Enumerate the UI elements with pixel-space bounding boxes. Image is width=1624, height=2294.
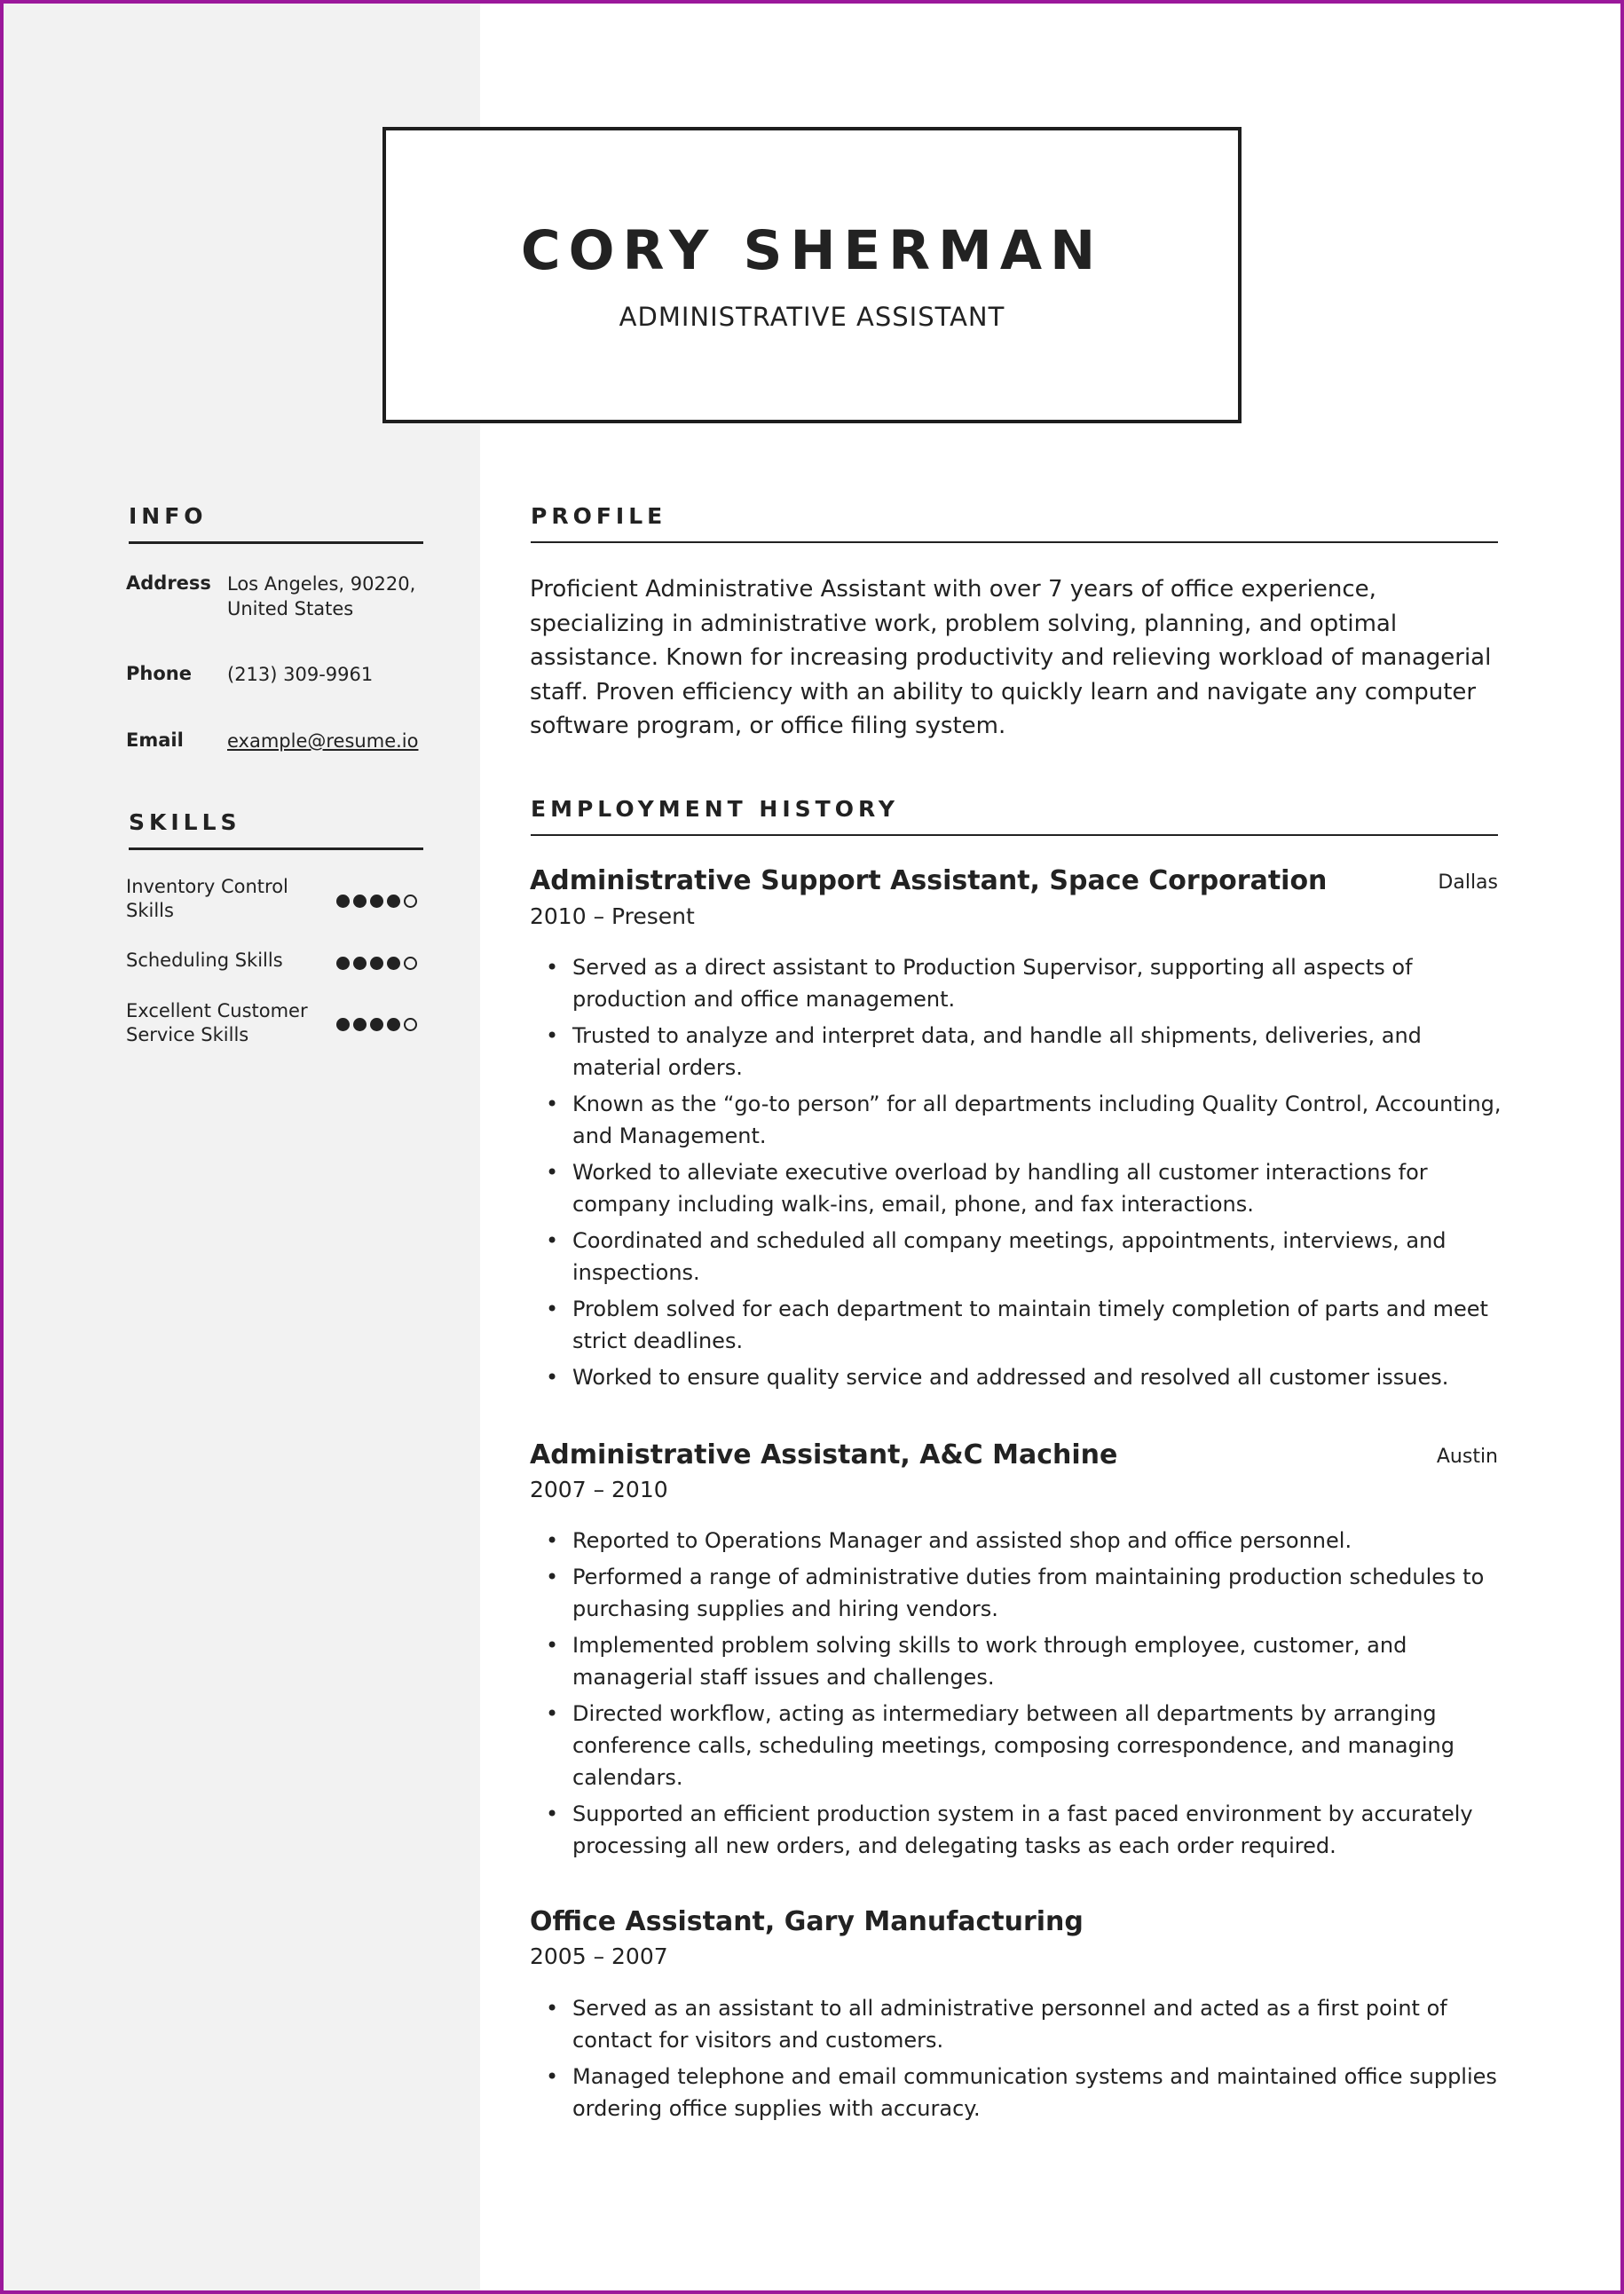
skill-rating: [336, 1018, 417, 1031]
email-link[interactable]: example@resume.io: [227, 730, 419, 752]
job-bullet: • Implemented problem solving skills to work through employee, customer, and managerial staff issues and challenges.: [572, 1629, 1506, 1693]
job-bullet: • Served as an assistant to all administrative personnel and acted as a first point of contact for visitors and customers.: [572, 1992, 1506, 2056]
job-bullet: • Known as the “go-to person” for all departments including Quality Control, Accounting, and Management.: [572, 1088, 1506, 1152]
info-heading: INFO: [129, 503, 423, 544]
rating-dot-filled: [370, 895, 383, 908]
job-bullet: • Coordinated and scheduled all company meetings, appointments, interviews, and inspections.: [572, 1225, 1506, 1289]
skills-heading: SKILLS: [129, 809, 423, 850]
job-bullet: • Problem solved for each department to maintain timely completion of parts and meet strict deadlines.: [572, 1293, 1506, 1357]
email-label: Email: [126, 729, 184, 751]
candidate-title: ADMINISTRATIVE ASSISTANT: [619, 302, 1005, 332]
rating-dot-filled: [370, 1018, 383, 1031]
job-bullets: [530, 951, 1506, 1398]
job-dates: 2007 – 2010: [530, 1477, 668, 1502]
address-value: Los Angeles, 90220, United States: [227, 573, 416, 619]
job-location: Dallas: [1438, 871, 1498, 894]
job-title: Administrative Support Assistant, Space Corporation: [530, 865, 1328, 896]
rating-dot-empty: [404, 957, 417, 970]
job-bullet: • Reported to Operations Manager and assisted shop and office personnel.: [572, 1525, 1506, 1557]
rating-dot-filled: [353, 895, 367, 908]
phone-label: Phone: [126, 663, 192, 684]
job-bullet: • Served as a direct assistant to Production Supervisor, supporting all aspects of production and office management.: [572, 951, 1506, 1015]
rating-dot-filled: [387, 895, 400, 908]
candidate-name: CORY SHERMAN: [520, 219, 1104, 282]
job-bullet: • Worked to ensure quality service and addressed and resolved all customer issues.: [572, 1361, 1506, 1393]
rating-dot-filled: [336, 895, 350, 908]
phone-value: (213) 309-9961: [227, 664, 374, 685]
job-bullets: [530, 1525, 1506, 1866]
job-title: Office Assistant, Gary Manufacturing: [530, 1906, 1084, 1937]
rating-dot-empty: [404, 1018, 417, 1031]
skill-name: Scheduling Skills: [126, 950, 283, 971]
rating-dot-filled: [387, 957, 400, 970]
job-location: Austin: [1436, 1446, 1498, 1468]
job-dates: 2005 – 2007: [530, 1943, 668, 1969]
rating-dot-filled: [353, 957, 367, 970]
job-title: Administrative Assistant, A&C Machine: [530, 1439, 1118, 1470]
address-label: Address: [126, 572, 211, 594]
profile-summary: Proficient Administrative Assistant with over 7 years of office experience, specializing in administrative work, problem solving, planning, and optimal assistance. Known for increasing productivity and relieving workload of managerial staff. Proven efficiency with an ability to quickly learn and navigate any computer software program, or office filing system.: [530, 576, 1492, 739]
job-bullet: • Performed a range of administrative duties from maintaining production schedules to purchasing supplies and hiring vendors.: [572, 1561, 1506, 1625]
name-header-box: [382, 127, 1242, 423]
rating-dot-filled: [387, 1018, 400, 1031]
rating-dot-filled: [336, 957, 350, 970]
employment-heading: EMPLOYMENT HISTORY: [531, 796, 1498, 836]
profile-heading: PROFILE: [531, 503, 1498, 543]
job-bullet: • Directed workflow, acting as intermediary between all departments by arranging conference calls, scheduling meetings, composing correspondence, and managing calendars.: [572, 1698, 1506, 1793]
rating-dot-filled: [353, 1018, 367, 1031]
skill-name: Excellent Customer Service Skills: [126, 1000, 308, 1045]
job-bullets: [530, 1992, 1506, 2129]
job-bullet: • Worked to alleviate executive overload by handling all customer interactions for company including walk-ins, email, phone, and fax interactions.: [572, 1156, 1506, 1220]
job-bullet: • Supported an efficient production system in a fast paced environment by accurately processing all new orders, and delegating tasks as each order required.: [572, 1798, 1506, 1862]
skill-rating: [336, 895, 417, 908]
rating-dot-filled: [370, 957, 383, 970]
rating-dot-empty: [404, 895, 417, 908]
job-bullet: • Trusted to analyze and interpret data, and handle all shipments, deliveries, and material orders.: [572, 1020, 1506, 1084]
rating-dot-filled: [336, 1018, 350, 1031]
skill-name: Inventory Control Skills: [126, 876, 288, 921]
job-dates: 2010 – Present: [530, 903, 695, 929]
job-bullet: • Managed telephone and email communication systems and maintained office supplies ordering office supplies with accuracy.: [572, 2061, 1506, 2125]
skill-rating: [336, 957, 417, 970]
